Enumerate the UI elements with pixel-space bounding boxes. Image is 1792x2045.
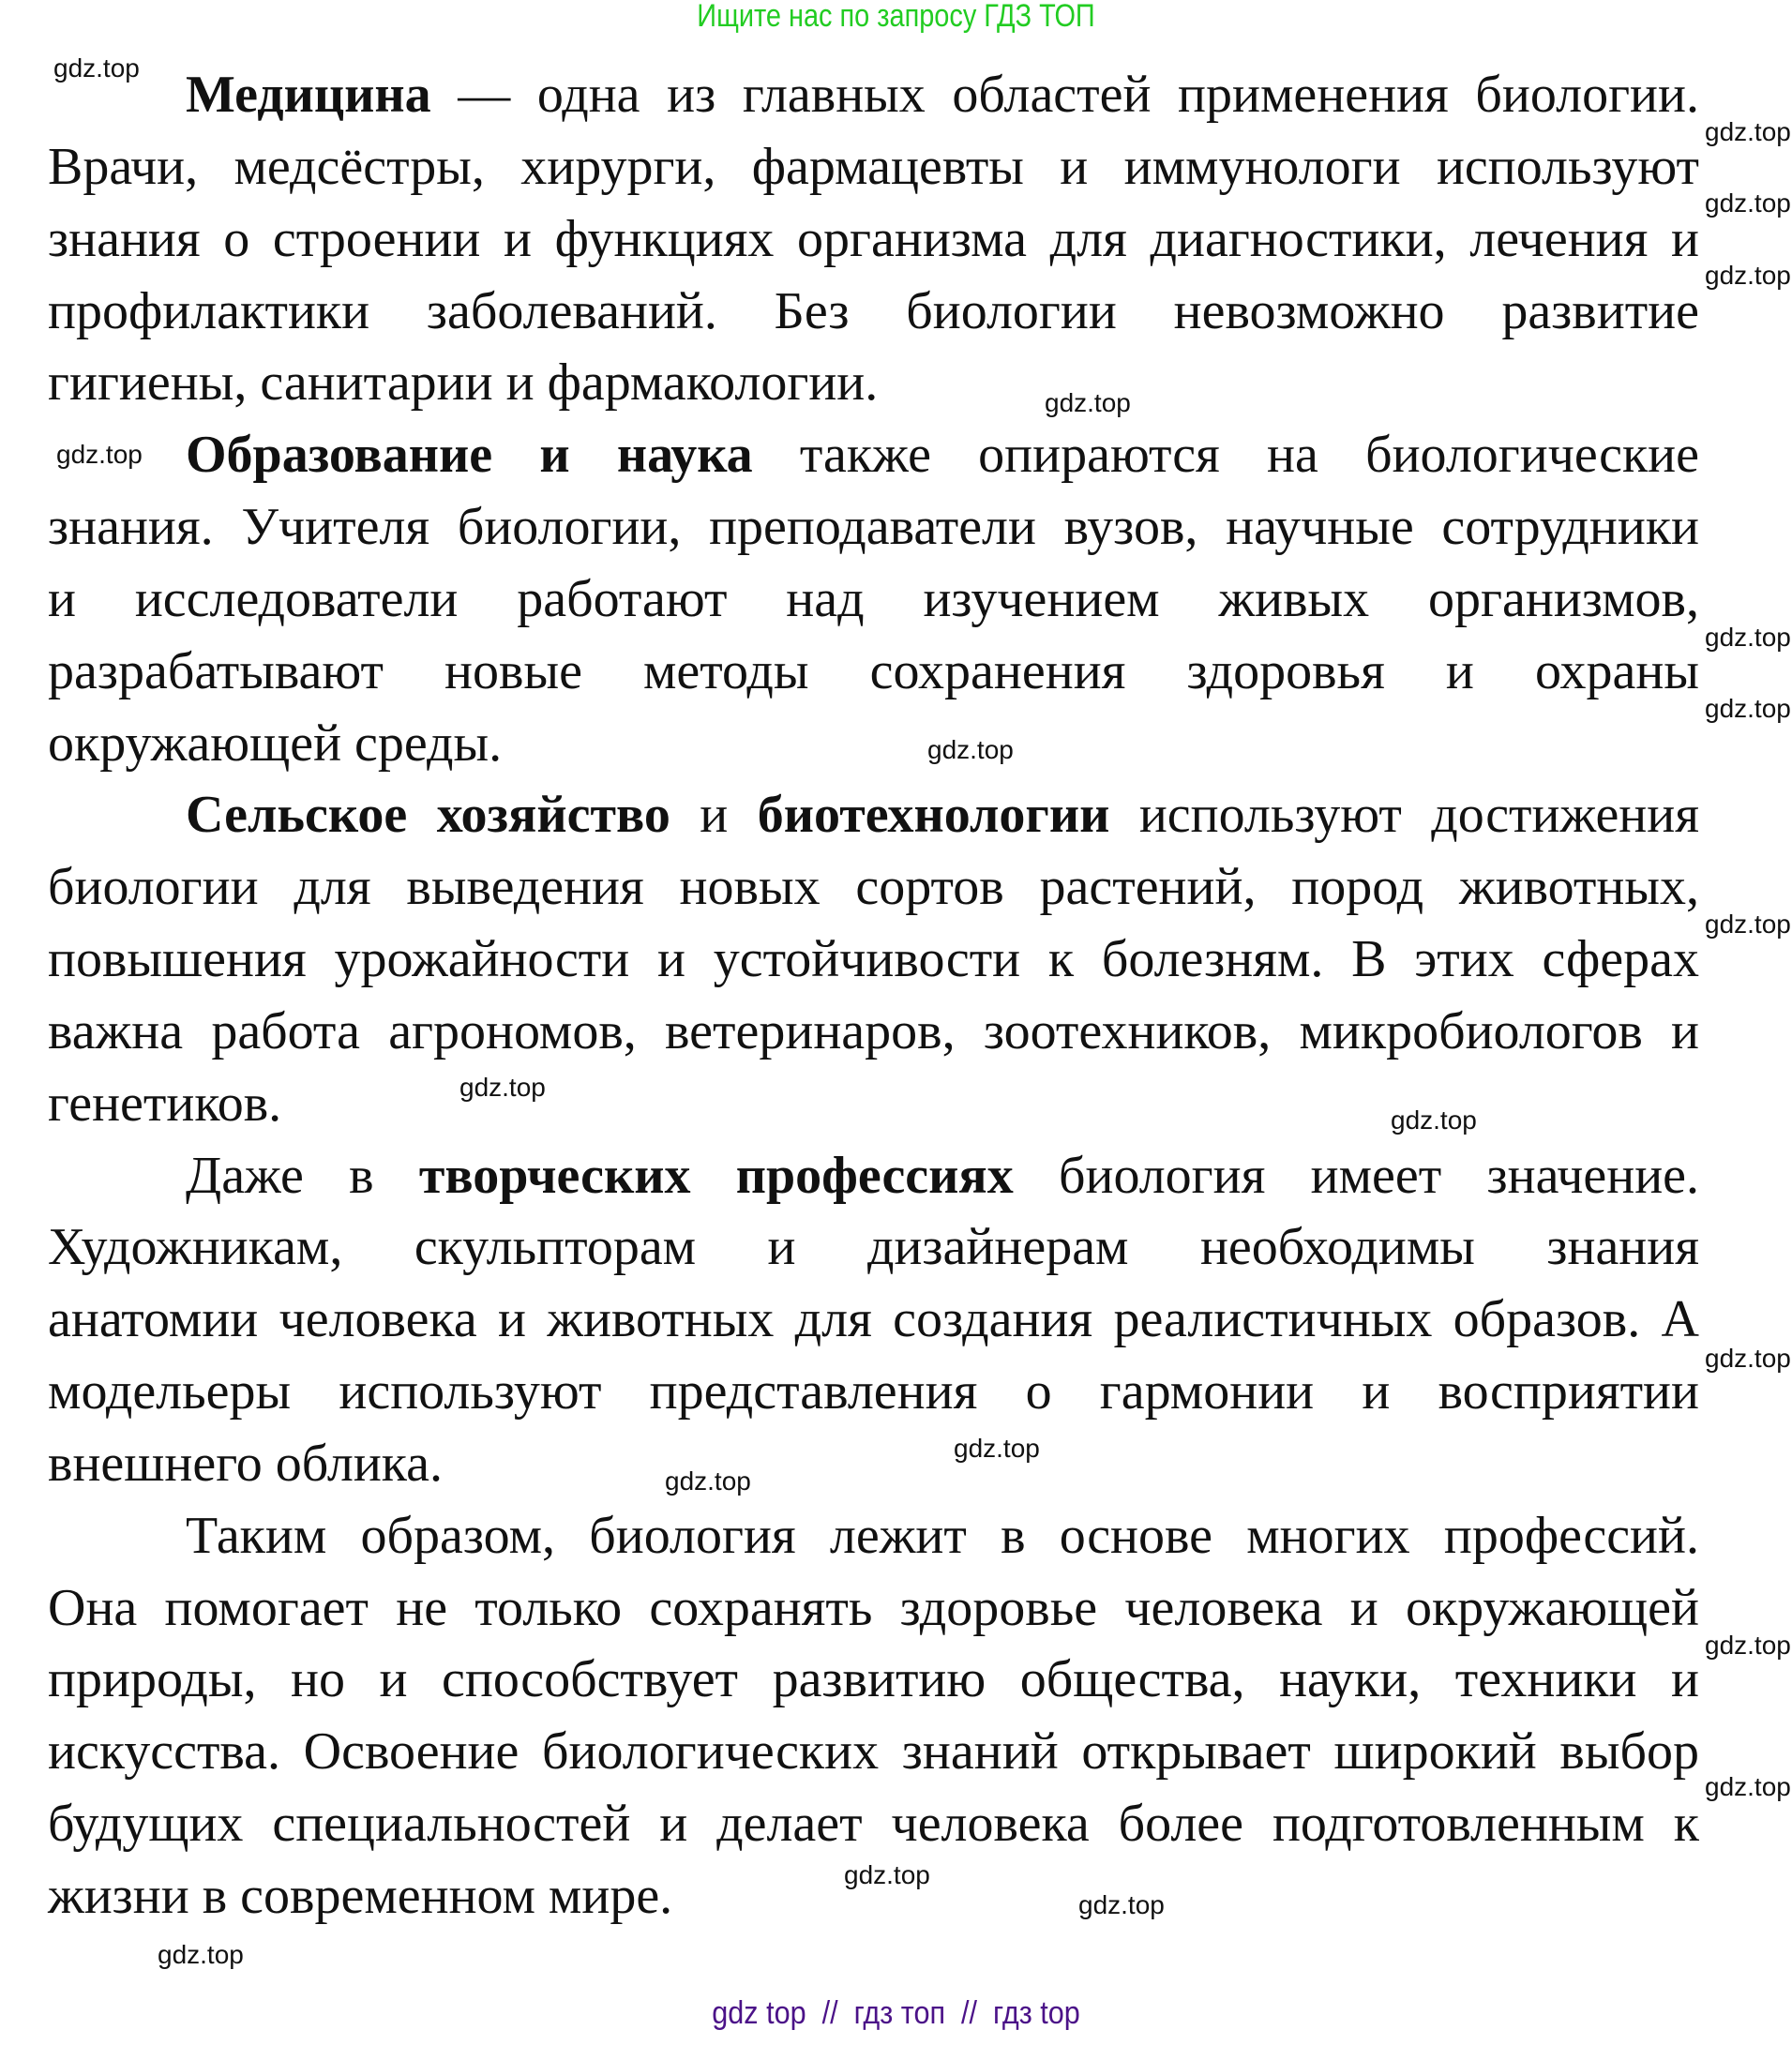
text-segment: повышения урожайности и устойчивости к болезням. В этих сферах — [48, 930, 1699, 988]
text-segment: окружающей среды. — [48, 714, 503, 773]
paragraph-0-line — [186, 60, 1699, 129]
text-segment: биология имеет значение. — [1013, 1147, 1700, 1205]
paragraph-2-line — [186, 780, 1699, 850]
text-segment: модельеры используют представления о гармонии и восприятии — [48, 1362, 1699, 1421]
text-segment: и — [670, 786, 758, 844]
text-segment: разрабатывают новые методы сохранения здоровья и охраны — [48, 642, 1699, 700]
text-segment: генетиков. — [48, 1075, 282, 1133]
bold-term: Сельское хозяйство — [186, 786, 670, 844]
watermark-text: gdz.top — [844, 1860, 930, 1889]
watermark-text: gdz.top — [1705, 261, 1791, 290]
watermark-text: gdz.top — [1705, 1631, 1791, 1660]
text-segment: — одна из главных областей применения биологии. — [430, 66, 1699, 124]
watermark-text: gdz.top — [1705, 188, 1791, 218]
text-segment: жизни в современном мире. — [48, 1867, 673, 1925]
paragraph-3-line — [48, 1285, 1699, 1354]
text-segment: Врачи, медсёстры, хирурги, фармацевты и иммунологи используют — [48, 138, 1699, 196]
bold-term: биотехнологии — [757, 786, 1110, 844]
paragraph-1-line — [48, 492, 1699, 562]
paragraph-1-line — [186, 420, 1699, 489]
paragraph-0-line — [48, 132, 1699, 202]
paragraph-4-line — [48, 1861, 672, 1931]
watermark-text: gdz.top — [954, 1434, 1040, 1463]
search-hint-banner: Ищите нас по запросу ГДЗ ТОП — [697, 0, 1095, 34]
watermark-text: gdz.top — [1391, 1105, 1477, 1135]
watermark-text: gdz.top — [158, 1940, 244, 1969]
paragraph-3-line — [48, 1429, 443, 1498]
watermark-text: gdz.top — [665, 1466, 751, 1496]
watermark-text: gdz.top — [53, 53, 140, 83]
bold-term: творческих профессиях — [418, 1147, 1014, 1205]
watermark-text: gdz.top — [56, 440, 143, 469]
footer-site-links: gdz top // гдз топ // гдз top — [712, 1995, 1080, 2031]
text-segment: знания о строении и функциях организма для диагностики, лечения и — [48, 210, 1699, 268]
text-segment: знания. Учителя биологии, преподаватели вузов, научные сотрудники — [48, 498, 1699, 556]
paragraph-1-line — [48, 564, 1699, 634]
paragraph-1-line — [48, 709, 502, 778]
watermark-text: gdz.top — [1705, 1344, 1791, 1373]
paragraph-3-line — [48, 1212, 1699, 1282]
text-segment: Художникам, скульпторам и дизайнерам необходимы знания — [48, 1218, 1699, 1276]
paragraph-3-line — [48, 1357, 1699, 1426]
text-segment: профилактики заболеваний. Без биологии невозможно развитие — [48, 282, 1699, 340]
text-segment: используют достижения — [1109, 786, 1699, 844]
paragraph-3-line — [186, 1141, 1699, 1210]
paragraph-4-line — [48, 1789, 1699, 1858]
watermark-text: gdz.top — [459, 1073, 546, 1102]
watermark-text: gdz.top — [1705, 910, 1791, 939]
paragraph-2-line — [48, 852, 1699, 922]
watermark-text: gdz.top — [1705, 623, 1791, 652]
paragraph-0-line — [48, 277, 1699, 346]
text-segment: и исследователи работают над изучением живых организмов, — [48, 570, 1699, 628]
paragraph-4-line — [48, 1573, 1699, 1643]
text-segment: будущих специальностей и делает человека более подготовленным к — [48, 1795, 1699, 1853]
text-segment: внешнего облика. — [48, 1435, 444, 1493]
paragraph-1-line — [48, 637, 1699, 706]
text-segment: природы, но и способствует развитию общества, науки, техники и — [48, 1650, 1699, 1708]
text-segment: искусства. Освоение биологических знаний открывает широкий выбор — [48, 1722, 1699, 1781]
text-segment: биологии для выведения новых сортов растений, пород животных, — [48, 858, 1699, 916]
text-segment: также опираются на биологические — [752, 426, 1699, 484]
bold-term: Медицина — [186, 66, 431, 124]
watermark-text: gdz.top — [1045, 388, 1131, 417]
watermark-text: gdz.top — [927, 735, 1014, 764]
paragraph-2-line — [48, 1069, 281, 1138]
text-segment: важна работа агрономов, ветеринаров, зоотехников, микробиологов и — [48, 1002, 1699, 1060]
paragraph-0-line — [48, 204, 1699, 274]
paragraph-4-line — [48, 1717, 1699, 1786]
watermark-text: gdz.top — [1705, 117, 1791, 146]
bold-term: Образование и наука — [186, 426, 753, 484]
text-segment: анатомии человека и животных для создания реалистичных образов. А — [48, 1290, 1699, 1348]
watermark-text: gdz.top — [1078, 1890, 1165, 1919]
paragraph-4-line — [186, 1501, 1699, 1571]
text-segment: Таким образом, биология лежит в основе многих профессий. — [186, 1507, 1699, 1565]
text-segment: Даже в — [186, 1147, 419, 1205]
watermark-text: gdz.top — [1705, 1772, 1791, 1801]
text-segment: Она помогает не только сохранять здоровье человека и окружающей — [48, 1579, 1699, 1637]
text-segment: гигиены, санитарии и фармакологии. — [48, 353, 879, 412]
paragraph-2-line — [48, 997, 1699, 1066]
paragraph-4-line — [48, 1645, 1699, 1714]
paragraph-0-line — [48, 348, 878, 417]
watermark-text: gdz.top — [1705, 694, 1791, 723]
paragraph-2-line — [48, 925, 1699, 994]
